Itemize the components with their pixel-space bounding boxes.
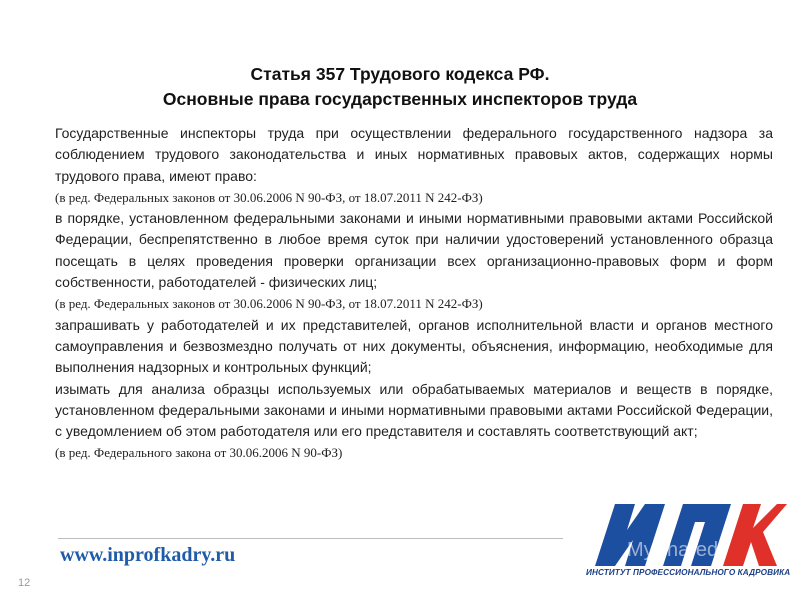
title-block	[40, 62, 760, 112]
paragraph-intro: Государственные инспекторы труда при осуществлении федерального государственного надзора за соблюдением трудового законодательства и иных нормативных правовых актов, содержащих нормы трудового права, имеют право:	[55, 125, 773, 184]
paragraph-visit-right: в порядке, установленном федеральными законами и иными нормативными правовыми актами Российской Федерации, беспрепятственно в любое время суток при наличии удостоверений установленного образца посещать в целях проведения проверки организации всех организационно-правовых форм и форм собственности, работодателей - физических лиц;	[55, 210, 773, 291]
paragraph-request-right: запрашивать у работодателей и их представителей, органов исполнительной власти и органов местного самоуправления и безвозмездно получать от них документы, объяснения, информацию, необходимые для выполнения надзорных и контрольных функций;	[55, 316, 773, 376]
logo-caption: ИНСТИТУТ ПРОФЕССИОНАЛЬНОГО КАДРОВИКА	[586, 568, 791, 577]
page-title-line1: Статья 357 Трудового кодекса РФ.	[250, 64, 550, 84]
logo-letter-k	[723, 504, 787, 566]
page-number: 12	[18, 577, 31, 589]
amendment-note: (в ред. Федеральных законов от 30.06.2006 N 90-ФЗ, от 18.07.2011 N 242-ФЗ)	[55, 189, 483, 205]
amendment-note: (в ред. Федерального закона от 30.06.2006 N 90-ФЗ)	[55, 445, 343, 461]
article-body	[55, 123, 773, 464]
watermark-text: MyShared	[627, 539, 719, 561]
paragraph-seize-right: изымать для анализа образцы используемых или обрабатываемых материалов и веществ в порядке, установленном федеральными законами и иными нормативными правовыми актами Российской Федерации, с уведомлением об этом работодателя или его представителя и составлять соответствующий акт;	[55, 380, 773, 440]
amendment-note: (в ред. Федеральных законов от 30.06.2006 N 90-ФЗ, от 18.07.2011 N 242-ФЗ)	[55, 296, 483, 312]
page-title-line2: Основные права государственных инспекторов труда	[162, 89, 638, 109]
website-link[interactable]: www.inprofkadry.ru	[60, 544, 236, 566]
footer-divider	[58, 538, 563, 539]
